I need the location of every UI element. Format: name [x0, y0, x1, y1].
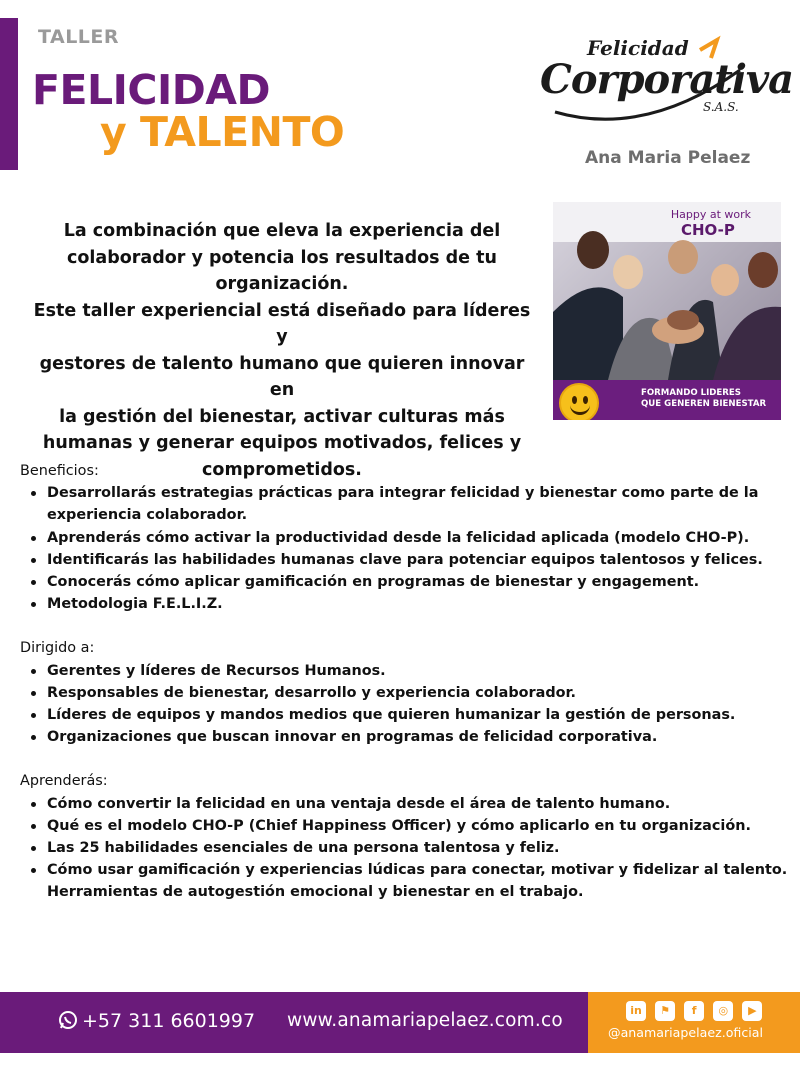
audience-list [20, 660, 790, 749]
title-line-1: FELICIDAD [32, 66, 271, 114]
benefits-list [20, 482, 790, 615]
section-heading-aprenderas: Aprenderás: [20, 773, 108, 790]
accent-bar [0, 18, 18, 170]
website-link[interactable]: www.anamariapelaez.com.co [287, 1010, 563, 1031]
social-handle[interactable]: @anamariapelaez.oficial [608, 1025, 763, 1040]
intro-line: la gestión del bienestar, activar culturas más [59, 406, 505, 427]
list-item: Qué es el modelo CHO-P (Chief Happiness Officer) y cómo aplicarlo en tu organización. [20, 815, 790, 837]
section-heading-beneficios: Beneficios: [20, 463, 99, 479]
promo-tag: Happy at work [670, 208, 751, 221]
intro-line: organización. [215, 274, 349, 294]
learning-list [20, 793, 790, 904]
list-item: Conocerás cómo aplicar gamificación en programas de bienestar y engagement. [20, 571, 790, 593]
phone-contact[interactable] [58, 1010, 255, 1032]
content-sections [20, 460, 790, 926]
title-line-2: y TALENTO [100, 108, 345, 156]
promo-image [553, 202, 781, 420]
list-item: Desarrollarás estrategias prácticas para integrar felicidad y bienestar como parte de la experiencia colaborador. [20, 482, 790, 526]
list-item: Aprenderás cómo activar la productividad desde la felicidad aplicada (modelo CHO-P). [20, 527, 790, 549]
list-item: Metodologia F.E.L.I.Z. [20, 593, 790, 615]
promo-band-line: QUE GENEREN BIENESTAR [641, 399, 767, 409]
list-item: Líderes de equipos y mandos medios que quieren humanizar la gestión de personas. [20, 704, 790, 726]
felicidad-corporativa-logo [535, 30, 794, 130]
smiley-icon [559, 383, 599, 420]
intro-paragraph [30, 218, 534, 483]
phone-number: +57 311 6601997 [82, 1010, 256, 1032]
workshop-kicker: TALLER [38, 26, 120, 48]
logo-text-main: Corporativa [540, 56, 794, 103]
list-item: Las 25 habilidades esenciales de una persona talentosa y feliz. [20, 837, 790, 859]
instagram-icon[interactable]: ◎ [713, 1001, 733, 1021]
linkedin-icon[interactable]: in [626, 1001, 646, 1021]
author-name: Ana Maria Pelaez [585, 148, 751, 168]
youtube-icon[interactable]: ▶ [742, 1001, 762, 1021]
intro-line: humanas y generar equipos motivados, felices y [42, 433, 522, 453]
promo-badge: CHO-P [681, 221, 735, 239]
list-item: Organizaciones que buscan innovar en programas de felicidad corporativa. [20, 726, 790, 748]
list-item: Responsables de bienestar, desarrollo y experiencia colaborador. [20, 682, 790, 704]
list-item: Cómo convertir la felicidad en una ventaja desde el área de talento humano. [20, 793, 790, 815]
whatsapp-icon [58, 1010, 78, 1030]
facebook-icon[interactable]: f [684, 1001, 704, 1021]
intro-line: gestores de talento humano que quieren innovar en [39, 353, 525, 400]
list-item: Cómo usar gamificación y experiencias lúdicas para conectar, motivar y fidelizar al talento. Herramientas de autogestión emocional y bienestar en el trabajo. [20, 859, 790, 903]
promo-band-line: FORMANDO LIDERES [641, 388, 741, 398]
logo-text-sas: S.A.S. [703, 100, 739, 114]
intro-line: comprometidos. [202, 459, 362, 480]
logo-text-top: Felicidad [587, 36, 689, 60]
intro-line: colaborador y potencia los resultados de tu [67, 247, 497, 268]
social-icons [626, 1001, 766, 1023]
promo-band-text [641, 388, 766, 410]
list-item: Gerentes y líderes de Recursos Humanos. [20, 660, 790, 682]
intro-line: Este taller experiencial está diseñado para líderes y [33, 300, 531, 347]
intro-line: La combinación que eleva la experiencia del [63, 221, 501, 241]
section-heading-dirigido: Dirigido a: [20, 640, 95, 657]
flickr-icon[interactable]: ⚑ [655, 1001, 675, 1021]
list-item: Identificarás las habilidades humanas clave para potenciar equipos talentosos y felices. [20, 549, 790, 571]
